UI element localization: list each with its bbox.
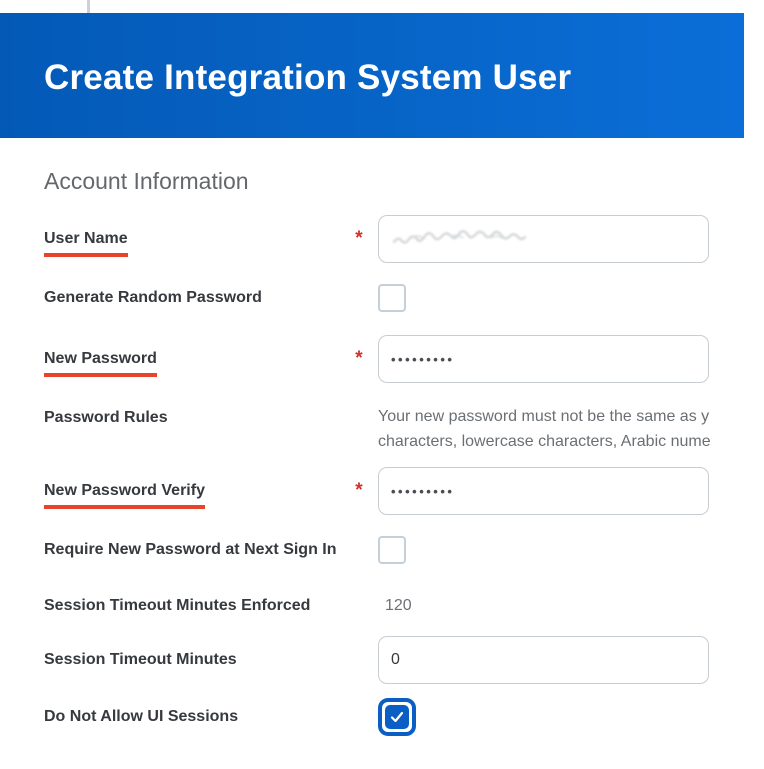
required-asterisk: * (355, 480, 363, 501)
new-password-verify-input[interactable] (378, 467, 709, 515)
do-not-allow-ui-sessions-checkbox[interactable] (378, 698, 416, 736)
page-header-banner (0, 13, 744, 138)
session-timeout-enforced-value: 120 (385, 597, 412, 614)
require-new-password-label: Require New Password at Next Sign In (44, 541, 337, 558)
password-rules-text (378, 404, 764, 454)
top-tick-mark (87, 0, 90, 13)
section-heading: Account Information (44, 168, 249, 194)
password-rules-label: Password Rules (44, 409, 168, 426)
checkmark-icon (389, 709, 405, 725)
require-new-password-checkbox[interactable] (378, 536, 406, 564)
form-row-do-not-allow-ui-sessions (44, 698, 764, 736)
user-name-label: User Name (44, 230, 128, 257)
required-asterisk: * (355, 228, 363, 249)
session-timeout-enforced-label: Session Timeout Minutes Enforced (44, 597, 311, 614)
form-row-session-timeout-minutes (44, 636, 764, 684)
form-row-new-password-verify (44, 467, 764, 515)
top-strip (0, 0, 764, 13)
session-timeout-minutes-label: Session Timeout Minutes (44, 651, 237, 668)
form-content (0, 166, 764, 736)
form-row-user-name (44, 215, 764, 263)
user-name-input[interactable] (378, 215, 709, 263)
generate-random-password-label: Generate Random Password (44, 289, 262, 306)
new-password-verify-label: New Password Verify (44, 482, 205, 509)
account-information-form (44, 215, 764, 736)
session-timeout-minutes-input[interactable] (378, 636, 709, 684)
new-password-label: New Password (44, 350, 157, 377)
password-rules-line-1: Your new password must not be the same as y (378, 408, 710, 425)
form-row-generate-random-password (44, 284, 764, 312)
do-not-allow-ui-sessions-label: Do Not Allow UI Sessions (44, 708, 239, 725)
new-password-input[interactable] (378, 335, 709, 383)
generate-random-password-checkbox[interactable] (378, 284, 406, 312)
form-row-password-rules (44, 404, 764, 454)
page-title: Create Integration System User (44, 57, 572, 97)
required-asterisk: * (355, 348, 363, 369)
form-row-session-timeout-enforced (44, 597, 764, 615)
form-row-new-password (44, 335, 764, 383)
password-rules-line-2: characters, lowercase characters, Arabic nume (378, 433, 711, 450)
form-row-require-new-password (44, 536, 764, 564)
